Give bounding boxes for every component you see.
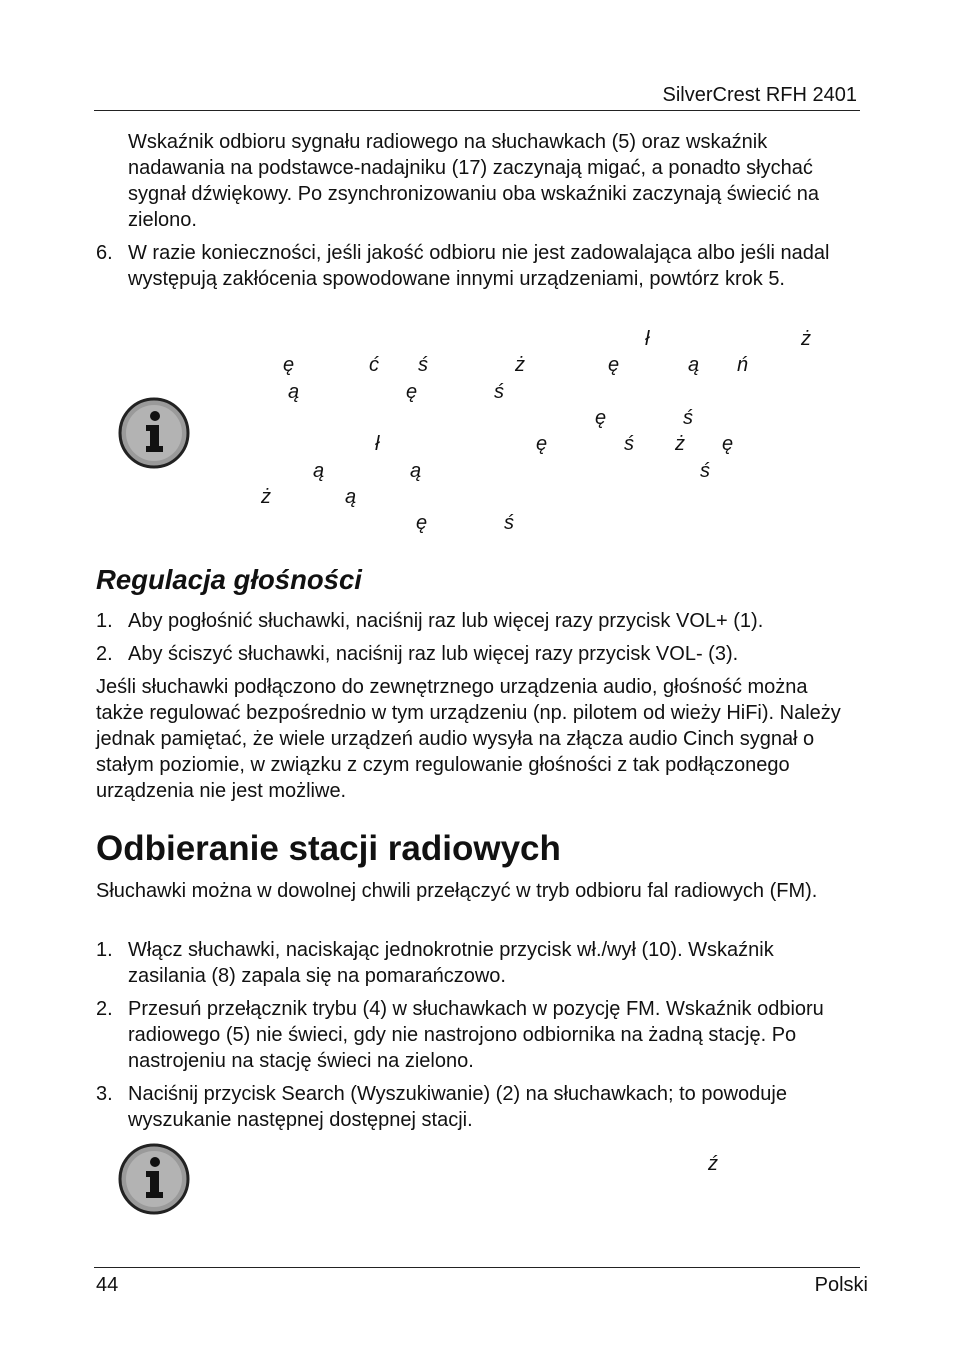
step6-text: W razie konieczności, jeśli jakość odbioru nie jest zadowalająca albo jeśli nadal występują zakłócenia spowodowane innymi urządzeniami, powtórz krok 5. — [128, 242, 830, 290]
note1-glyph: ś — [494, 381, 504, 403]
radio-step-text: Przesuń przełącznik trybu (4) w słuchawkach w pozycję FM. Wskaźnik odbioru radiowego (5) nie świeci, gdy nie nastrojono odbiornika na żadną stację. Po nastrojeniu na stację świeci na zielono. — [128, 998, 824, 1072]
section-heading-radio: Odbieranie stacji radiowych — [96, 829, 561, 868]
radio-step-text: Naciśnij przycisk Search (Wyszukiwanie) (2) na słuchawkach; to powoduje wyszukanie następnej dostępnej stacji. — [128, 1083, 787, 1131]
section-heading-volume: Regulacja głośności — [96, 564, 362, 595]
info-icon — [118, 1143, 190, 1215]
footer-rule — [94, 1267, 860, 1268]
note1-glyph: ś — [418, 354, 428, 376]
radio-step-number: 1. — [96, 939, 113, 961]
note1-glyph: ą — [688, 354, 700, 376]
note1-glyph: ń — [737, 354, 749, 376]
volume-paragraph: Jeśli słuchawki podłączono do zewnętrznego urządzenia audio, głośność można także regulować bezpośrednio w tym urządzeniu (np. pilotem od wieży HiFi). Należy jednak pamiętać, że wiele urządzeń audio wysyła na złącza audio Cinch sygnał o stałym poziomie, w związku z czym regulowanie głośności z tak podłączonego urządzenia nie jest możliwe. — [96, 676, 841, 802]
note1-glyph: ą — [313, 460, 325, 482]
footer-language: Polski — [814, 1274, 868, 1296]
page-number: 44 — [96, 1274, 119, 1296]
volume-step-text: Aby ściszyć słuchawki, naciśnij raz lub więcej razy przycisk VOL- (3). — [128, 643, 739, 665]
note1-glyph: ę — [406, 381, 418, 403]
note1-glyph: ś — [624, 433, 634, 455]
volume-step-text: Aby pogłośnić słuchawki, naciśnij raz lub więcej razy przycisk VOL+ (1). — [128, 610, 764, 632]
radio-step-text: Włącz słuchawki, naciskając jednokrotnie przycisk wł./wył (10). Wskaźnik zasilania (8) zapala się na pomarańczowo. — [128, 939, 774, 987]
note1-glyph: ę — [608, 354, 620, 376]
step6-number: 6. — [96, 242, 113, 264]
note1-glyph: ż — [801, 328, 811, 350]
note1-glyph: ę — [416, 512, 428, 534]
header-rule — [94, 110, 860, 111]
note1-glyph: ś — [700, 460, 710, 482]
note1-glyph: ż — [675, 433, 685, 455]
note1-glyph: ś — [504, 512, 514, 534]
note1-glyph: ż — [261, 486, 271, 508]
radio-intro: Słuchawki można w dowolnej chwili przełączyć w tryb odbioru fal radiowych (FM). — [96, 880, 818, 902]
note2-glyph: ź — [708, 1153, 718, 1175]
step5-continuation: Wskaźnik odbioru sygnału radiowego na słuchawkach (5) oraz wskaźnik nadawania na podstawce-nadajniku (17) zaczynają migać, a ponadto słychać sygnał dźwiękowy. Po zsynchronizowaniu oba wskaźniki zaczynają świecić na zielono. — [128, 131, 820, 231]
note1-glyph: ć — [369, 354, 379, 376]
info-icon — [118, 397, 190, 469]
note1-glyph: ą — [288, 381, 300, 403]
note1-glyph: ż — [515, 354, 525, 376]
note1-glyph: ą — [410, 460, 422, 482]
note1-glyph: ś — [683, 407, 693, 429]
radio-step-number: 3. — [96, 1083, 113, 1105]
note1-glyph: ę — [722, 433, 734, 455]
note1-glyph: ę — [536, 433, 548, 455]
volume-step-number: 2. — [96, 643, 113, 665]
radio-step-number: 2. — [96, 998, 113, 1020]
volume-step-number: 1. — [96, 610, 113, 632]
note1-glyph: ę — [595, 407, 607, 429]
note1-glyph: ł — [375, 433, 380, 455]
note1-glyph: ę — [283, 354, 295, 376]
note1-glyph: ł — [645, 328, 650, 350]
running-header: SilverCrest RFH 2401 — [662, 84, 857, 106]
note1-glyph: ą — [345, 486, 357, 508]
